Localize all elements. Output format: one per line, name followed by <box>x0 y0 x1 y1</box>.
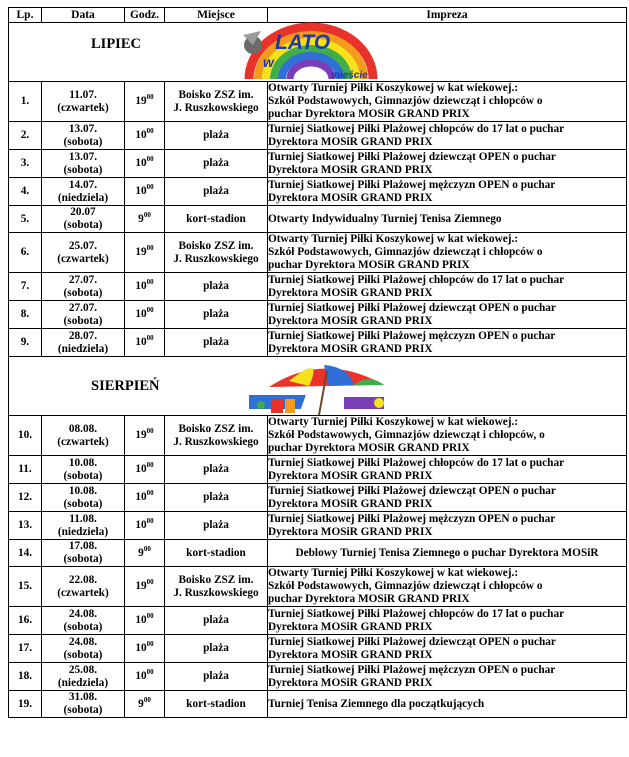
row-date: 10.08. <box>68 456 98 469</box>
row-event-line: Szkół Podstawowych, Gimnazjów dziewcząt i chłopców o <box>268 580 543 592</box>
row-date-cell <box>42 607 125 635</box>
row-place-line2: J. Ruszkowskiego <box>173 435 259 448</box>
row-event-line: puchar Dyrektora MOSiR GRAND PRIX <box>268 442 470 454</box>
row-event-line: Turniej Siatkowej Piłki Plażowej chłopców do 17 lat o puchar <box>268 607 565 620</box>
table-row <box>9 82 627 122</box>
month-cell-july <box>9 23 627 82</box>
row-time-cell <box>125 512 165 540</box>
row-date: 24.08. <box>68 635 98 648</box>
table-row <box>9 663 627 691</box>
row-minutes: 00 <box>146 612 154 620</box>
row-event-line: Dyrektora MOSiR GRAND PRIX <box>268 648 433 661</box>
row-weekday: (czwartek) <box>57 435 109 448</box>
row-date: 31.08. <box>68 691 98 703</box>
row-event-line: Turniej Siatkowej Piłki Plażowej dziewcząt OPEN o puchar <box>268 484 556 497</box>
row-date: 28.07. <box>68 329 98 342</box>
row-date: 25.08. <box>68 663 98 676</box>
row-date: 20.07 <box>70 206 96 218</box>
table-row <box>9 512 627 540</box>
row-time-cell <box>125 150 165 178</box>
row-event-cell <box>268 512 627 540</box>
row-event-line: Otwarty Indywidualny Turniej Tenisa Ziemnego <box>268 212 502 225</box>
row-minutes: 00 <box>146 306 154 314</box>
row-date: 13.07. <box>68 122 98 135</box>
lato-logo-w: w <box>263 54 274 70</box>
row-number: 18. <box>9 663 42 691</box>
row-event-cell <box>268 456 627 484</box>
table-row <box>9 540 627 567</box>
row-date: 11.08. <box>69 512 97 525</box>
row-event-cell <box>268 691 627 718</box>
row-hour: 10 <box>135 185 147 197</box>
row-minutes: 00 <box>146 640 154 648</box>
row-weekday: (sobota) <box>63 553 103 565</box>
lato-logo-subtext: mieście <box>331 70 368 81</box>
row-place-cell <box>165 456 268 484</box>
row-place: kort-stadion <box>186 546 246 559</box>
row-place-cell <box>165 567 268 607</box>
row-time-cell <box>125 273 165 301</box>
row-event-line: Turniej Tenisa Ziemnego dla początkujących <box>268 697 485 710</box>
row-place-cell <box>165 540 268 567</box>
table-row <box>9 456 627 484</box>
row-event-cell <box>268 416 627 456</box>
row-date-cell <box>42 416 125 456</box>
header-place: Miejsce <box>165 8 268 23</box>
row-hour: 10 <box>135 642 147 654</box>
row-event-cell <box>268 122 627 150</box>
row-place-cell <box>165 663 268 691</box>
row-weekday: (niedziela) <box>57 342 109 355</box>
row-time-cell <box>125 178 165 206</box>
row-place: plaża <box>203 491 229 503</box>
row-date-cell <box>42 233 125 273</box>
row-hour: 10 <box>135 336 147 348</box>
row-place: plaża <box>203 280 229 292</box>
row-event-cell <box>268 301 627 329</box>
row-place: plaża <box>203 463 229 475</box>
row-weekday: (czwartek) <box>57 252 109 265</box>
row-date: 24.08. <box>68 607 98 620</box>
row-time-cell <box>125 206 165 233</box>
row-hour: 10 <box>135 308 147 320</box>
row-hour: 10 <box>135 280 147 292</box>
month-row-july <box>9 23 627 82</box>
table-row <box>9 691 627 718</box>
row-event-line: Turniej Siatkowej Piłki Plażowej dziewcząt OPEN o puchar <box>268 150 556 163</box>
row-event-line: Dyrektora MOSiR GRAND PRIX <box>268 525 433 538</box>
row-event-line: Turniej Siatkowej Piłki Plażowej dziewcząt OPEN o puchar <box>268 635 556 648</box>
row-place-cell <box>165 82 268 122</box>
row-event-line: Turniej Siatkowej Piłki Plażowej chłopców do 17 lat o puchar <box>268 456 565 469</box>
row-number: 6. <box>9 233 42 273</box>
row-place: kort-stadion <box>186 697 246 710</box>
row-number: 1. <box>9 82 42 122</box>
row-number: 16. <box>9 607 42 635</box>
row-event-line: Szkół Podstawowych, Gimnazjów dziewcząt i chłopców o <box>268 246 543 258</box>
row-date: 17.08. <box>68 540 98 552</box>
row-number: 17. <box>9 635 42 663</box>
table-row <box>9 178 627 206</box>
row-weekday: (czwartek) <box>57 586 109 599</box>
row-hour: 10 <box>135 463 147 475</box>
row-hour: 10 <box>135 491 147 503</box>
row-event-cell <box>268 206 627 233</box>
row-date: 22.08. <box>68 573 98 586</box>
row-place-line2: J. Ruszkowskiego <box>173 586 259 599</box>
row-time-cell <box>125 456 165 484</box>
row-minutes: 00 <box>146 489 154 497</box>
row-time-cell <box>125 233 165 273</box>
schedule-body <box>9 23 627 718</box>
table-row <box>9 329 627 357</box>
row-weekday: (niedziela) <box>57 191 109 204</box>
row-time-cell <box>125 416 165 456</box>
schedule-table <box>8 7 627 718</box>
row-number: 2. <box>9 122 42 150</box>
header-lp: Lp. <box>9 8 42 23</box>
row-place-cell <box>165 635 268 663</box>
row-date: 27.07. <box>68 301 98 314</box>
row-date-cell <box>42 178 125 206</box>
row-event-line: puchar Dyrektora MOSiR GRAND PRIX <box>268 259 470 271</box>
row-place-cell <box>165 607 268 635</box>
row-date: 13.07. <box>68 150 98 163</box>
row-number: 5. <box>9 206 42 233</box>
row-date-cell <box>42 635 125 663</box>
row-minutes: 00 <box>146 334 154 342</box>
row-time-cell <box>125 540 165 567</box>
row-event-cell <box>268 178 627 206</box>
row-event-cell <box>268 82 627 122</box>
row-event-line: Dyrektora MOSiR GRAND PRIX <box>268 135 433 148</box>
month-row-august <box>9 357 627 416</box>
lato-rainbow-logo <box>231 21 391 81</box>
row-minutes: 00 <box>146 244 154 252</box>
row-minutes: 00 <box>143 210 151 219</box>
row-place: plaża <box>203 157 229 169</box>
table-row <box>9 635 627 663</box>
row-event-cell <box>268 273 627 301</box>
row-date-cell <box>42 206 125 233</box>
row-date-cell <box>42 301 125 329</box>
row-event-line: Otwarty Turniej Piłki Koszykowej w kat wiekowej.: <box>268 82 519 94</box>
table-row <box>9 206 627 233</box>
row-event-line: Dyrektora MOSiR GRAND PRIX <box>268 676 433 689</box>
row-weekday: (sobota) <box>63 469 103 482</box>
row-event-cell <box>268 567 627 607</box>
row-time-cell <box>125 607 165 635</box>
lato-logo-text: LATO <box>275 31 331 54</box>
row-place-cell <box>165 301 268 329</box>
row-hour: 19 <box>135 429 147 441</box>
row-date-cell <box>42 540 125 567</box>
row-time-cell <box>125 484 165 512</box>
row-minutes: 00 <box>146 93 154 101</box>
row-place: Boisko ZSZ im. <box>178 88 254 101</box>
row-date-cell <box>42 329 125 357</box>
table-row <box>9 416 627 456</box>
row-event-cell <box>268 484 627 512</box>
row-date-cell <box>42 456 125 484</box>
month-label-august: SIERPIEŃ <box>91 378 160 394</box>
row-date: 11.07. <box>69 88 97 101</box>
row-hour: 19 <box>135 95 147 107</box>
table-row <box>9 150 627 178</box>
row-place: Boisko ZSZ im. <box>178 422 254 435</box>
row-weekday: (czwartek) <box>57 101 109 114</box>
row-hour: 9 <box>138 212 144 225</box>
row-time-cell <box>125 301 165 329</box>
table-row <box>9 122 627 150</box>
row-hour: 19 <box>135 246 147 258</box>
row-time-cell <box>125 122 165 150</box>
row-weekday: (sobota) <box>63 620 103 633</box>
row-number: 10. <box>9 416 42 456</box>
row-weekday: (sobota) <box>63 219 103 231</box>
row-event-line: Szkół Podstawowych, Gimnazjów dziewcząt i chłopców, o <box>268 429 545 441</box>
row-time-cell <box>125 635 165 663</box>
row-event-line: Otwarty Turniej Piłki Koszykowej w kat wiekowej.: <box>268 233 519 245</box>
row-event-line: Turniej Siatkowej Piłki Plażowej chłopców do 17 lat o puchar <box>268 273 565 286</box>
row-minutes: 00 <box>146 461 154 469</box>
row-weekday: (sobota) <box>63 286 103 299</box>
row-number: 14. <box>9 540 42 567</box>
row-date: 27.07. <box>68 273 98 286</box>
row-event-cell <box>268 329 627 357</box>
row-weekday: (sobota) <box>63 497 103 510</box>
beach-umbrella-illustration <box>249 359 399 417</box>
header-date: Data <box>42 8 125 23</box>
row-weekday: (sobota) <box>63 704 103 716</box>
month-label-july: LIPIEC <box>91 36 141 52</box>
row-minutes: 00 <box>146 517 154 525</box>
row-event-cell <box>268 663 627 691</box>
row-event-line: Deblowy Turniej Tenisa Ziemnego o puchar Dyrektora MOSiR <box>295 546 599 559</box>
row-hour: 19 <box>135 580 147 592</box>
row-place-cell <box>165 233 268 273</box>
row-event-line: Turniej Siatkowej Piłki Plażowej mężczyzn OPEN o puchar <box>268 663 556 676</box>
row-event-line: Turniej Siatkowej Piłki Plażowej mężczyzn OPEN o puchar <box>268 178 556 191</box>
row-minutes: 00 <box>146 427 154 435</box>
row-place-line2: J. Ruszkowskiego <box>173 252 259 265</box>
row-minutes: 00 <box>146 278 154 286</box>
row-number: 8. <box>9 301 42 329</box>
row-date-cell <box>42 567 125 607</box>
row-place-cell <box>165 122 268 150</box>
row-place-cell <box>165 484 268 512</box>
row-number: 13. <box>9 512 42 540</box>
row-hour: 9 <box>138 546 144 559</box>
row-event-cell <box>268 635 627 663</box>
row-event-line: Dyrektora MOSiR GRAND PRIX <box>268 469 433 482</box>
table-row <box>9 484 627 512</box>
row-minutes: 00 <box>146 578 154 586</box>
row-event-line: Dyrektora MOSiR GRAND PRIX <box>268 620 433 633</box>
row-time-cell <box>125 663 165 691</box>
row-date-cell <box>42 150 125 178</box>
row-place: plaża <box>203 308 229 320</box>
row-date-cell <box>42 512 125 540</box>
row-minutes: 00 <box>143 695 151 704</box>
row-date-cell <box>42 122 125 150</box>
row-date: 25.07. <box>68 239 98 252</box>
row-hour: 10 <box>135 519 147 531</box>
row-place-cell <box>165 206 268 233</box>
row-place-cell <box>165 691 268 718</box>
table-row <box>9 233 627 273</box>
row-place: plaża <box>203 519 229 531</box>
row-event-cell <box>268 607 627 635</box>
row-event-line: Dyrektora MOSiR GRAND PRIX <box>268 286 433 299</box>
row-place: Boisko ZSZ im. <box>178 239 254 252</box>
row-event-line: Szkół Podstawowych, Gimnazjów dziewcząt i chłopców o <box>268 95 543 107</box>
row-place-cell <box>165 329 268 357</box>
row-date: 14.07. <box>68 178 98 191</box>
row-event-line: Turniej Siatkowej Piłki Plażowej dziewcząt OPEN o puchar <box>268 301 556 314</box>
row-date-cell <box>42 82 125 122</box>
row-event-line: Turniej Siatkowej Piłki Plażowej chłopców do 17 lat o puchar <box>268 122 565 135</box>
row-event-cell <box>268 233 627 273</box>
row-hour: 10 <box>135 157 147 169</box>
row-place: kort-stadion <box>186 212 246 225</box>
row-place-cell <box>165 178 268 206</box>
row-date-cell <box>42 484 125 512</box>
row-event-line: puchar Dyrektora MOSiR GRAND PRIX <box>268 593 470 605</box>
row-time-cell <box>125 329 165 357</box>
table-row <box>9 301 627 329</box>
row-number: 19. <box>9 691 42 718</box>
row-weekday: (niedziela) <box>57 676 109 689</box>
row-date: 10.08. <box>68 484 98 497</box>
row-weekday: (sobota) <box>63 163 103 176</box>
table-row <box>9 607 627 635</box>
row-number: 9. <box>9 329 42 357</box>
row-number: 7. <box>9 273 42 301</box>
row-number: 3. <box>9 150 42 178</box>
row-event-line: puchar Dyrektora MOSiR GRAND PRIX <box>268 108 470 120</box>
row-place: plaża <box>203 185 229 197</box>
table-row <box>9 567 627 607</box>
row-place-cell <box>165 273 268 301</box>
row-place-cell <box>165 150 268 178</box>
row-place: plaża <box>203 129 229 141</box>
row-time-cell <box>125 82 165 122</box>
row-event-line: Turniej Siatkowej Piłki Plażowej mężczyzn OPEN o puchar <box>268 512 556 525</box>
row-event-line: Dyrektora MOSiR GRAND PRIX <box>268 342 433 355</box>
row-minutes: 00 <box>146 127 154 135</box>
row-place-cell <box>165 512 268 540</box>
row-hour: 9 <box>138 697 144 710</box>
row-number: 4. <box>9 178 42 206</box>
row-place: plaża <box>203 642 229 654</box>
row-minutes: 00 <box>146 183 154 191</box>
row-event-cell <box>268 150 627 178</box>
row-place: Boisko ZSZ im. <box>178 573 254 586</box>
header-time: Godz. <box>125 8 165 23</box>
row-event-line: Dyrektora MOSiR GRAND PRIX <box>268 314 433 327</box>
month-cell-august <box>9 357 627 416</box>
row-hour: 10 <box>135 670 147 682</box>
row-minutes: 00 <box>146 155 154 163</box>
row-time-cell <box>125 691 165 718</box>
row-place-line2: J. Ruszkowskiego <box>173 101 259 114</box>
row-weekday: (niedziela) <box>57 525 109 538</box>
row-place: plaża <box>203 670 229 682</box>
row-date: 08.08. <box>68 422 98 435</box>
row-minutes: 00 <box>146 668 154 676</box>
row-hour: 10 <box>135 129 147 141</box>
row-number: 15. <box>9 567 42 607</box>
row-date-cell <box>42 691 125 718</box>
row-event-line: Otwarty Turniej Piłki Koszykowej w kat wiekowej.: <box>268 567 519 579</box>
row-time-cell <box>125 567 165 607</box>
row-place-cell <box>165 416 268 456</box>
row-event-line: Dyrektora MOSiR GRAND PRIX <box>268 163 433 176</box>
row-weekday: (sobota) <box>63 648 103 661</box>
table-row <box>9 273 627 301</box>
row-hour: 10 <box>135 614 147 626</box>
row-number: 12. <box>9 484 42 512</box>
row-event-line: Otwarty Turniej Piłki Koszykowej w kat wiekowej.: <box>268 416 519 428</box>
row-weekday: (sobota) <box>63 135 103 148</box>
row-event-line: Dyrektora MOSiR GRAND PRIX <box>268 497 433 510</box>
row-weekday: (sobota) <box>63 314 103 327</box>
row-date-cell <box>42 663 125 691</box>
row-event-cell <box>268 540 627 567</box>
row-number: 11. <box>9 456 42 484</box>
row-minutes: 00 <box>143 544 151 553</box>
header-event: Impreza <box>268 8 627 23</box>
row-date-cell <box>42 273 125 301</box>
row-place: plaża <box>203 336 229 348</box>
row-event-line: Turniej Siatkowej Piłki Plażowej mężczyzn OPEN o puchar <box>268 329 556 342</box>
row-event-line: Dyrektora MOSiR GRAND PRIX <box>268 191 433 204</box>
row-place: plaża <box>203 614 229 626</box>
